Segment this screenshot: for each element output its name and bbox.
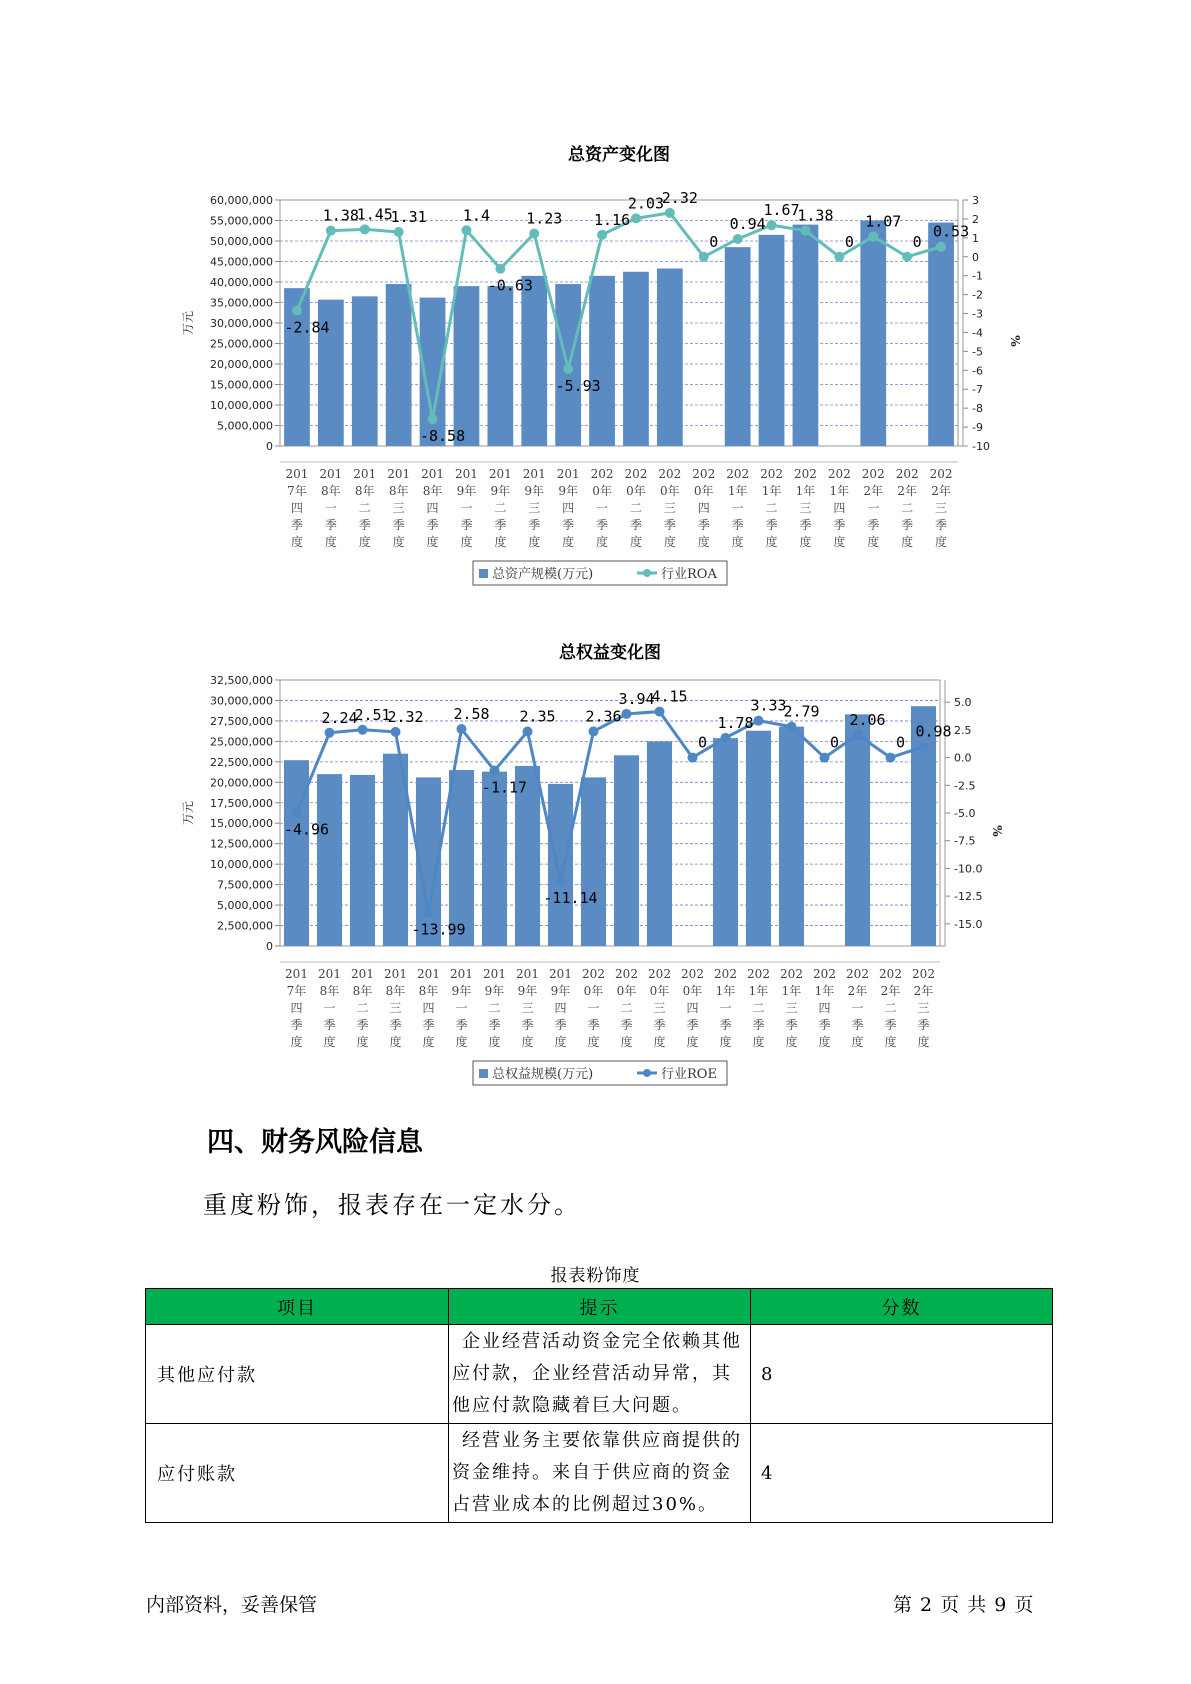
data-label: 1.07	[865, 212, 902, 231]
summary-text: 重度粉饰，报表存在一定水分。	[203, 1191, 581, 1219]
legend-line-label: 行业ROE	[661, 1067, 717, 1082]
data-point	[424, 908, 434, 918]
category-label: 202 0年三季度	[658, 467, 682, 549]
data-point	[589, 726, 599, 736]
data-point	[292, 808, 302, 818]
category-label: 202 1年四季度	[827, 467, 851, 549]
category-label: 201 8年二季度	[353, 467, 377, 549]
y2-tick-label: -5.0	[954, 807, 976, 820]
bar	[449, 770, 474, 946]
data-point	[886, 753, 896, 763]
category-label: 201 9年三季度	[516, 967, 539, 1049]
row-item: 应付账款	[146, 1424, 449, 1523]
category-label: 202 2年一季度	[846, 967, 869, 1049]
bar	[746, 731, 771, 946]
category-label: 201 8年四季度	[417, 967, 440, 1049]
category-label: 202 0年四季度	[692, 467, 716, 549]
y2-tick-label: 2	[972, 212, 979, 226]
data-label: 3.94	[618, 689, 655, 708]
data-point	[394, 227, 404, 237]
data-point	[853, 730, 863, 740]
data-label: 0	[709, 232, 719, 251]
window-dressing-table	[145, 1288, 1053, 1523]
bar	[623, 272, 649, 446]
row-score: 4	[751, 1424, 1053, 1523]
data-label: 1.38	[797, 206, 834, 225]
y-tick-label: 10,000,000	[210, 858, 273, 872]
bar	[317, 774, 342, 946]
data-label: 2.35	[519, 707, 556, 726]
y-tick-label: 32,500,000	[210, 674, 273, 687]
table-caption: 报表粉饰度	[550, 1266, 641, 1286]
data-label: 0.53	[932, 222, 970, 241]
category-label: 202 1年三季度	[793, 467, 817, 549]
data-label: -5.93	[555, 376, 601, 395]
category-label: 201 9年一季度	[450, 967, 473, 1049]
data-label: 2.32	[661, 188, 698, 207]
y2-tick-label: -1	[972, 269, 983, 283]
data-point	[360, 224, 370, 234]
data-label: 0	[697, 733, 708, 752]
y2-tick-label: -2	[972, 288, 983, 302]
data-label: 1.23	[526, 209, 563, 228]
data-point	[292, 306, 302, 316]
y2-tick-label: -5	[972, 345, 983, 359]
category-label: 202 1年一季度	[726, 467, 750, 549]
category-label: 201 9年一季度	[454, 467, 478, 549]
y2-tick-label: -6	[972, 364, 983, 378]
data-point	[665, 208, 675, 218]
category-label: 201 9年二季度	[488, 467, 512, 549]
y2-tick-label: -3	[972, 307, 983, 321]
data-label: 0	[829, 733, 840, 752]
category-label: 201 8年四季度	[421, 467, 445, 549]
data-point	[391, 727, 401, 737]
y2-tick-label: -9	[972, 421, 983, 435]
data-point	[495, 264, 505, 274]
y-tick-label: 27,500,000	[210, 714, 273, 728]
data-label: 2.06	[849, 710, 886, 729]
data-label: -2.84	[284, 318, 330, 337]
bar	[657, 268, 683, 446]
data-label: 0.94	[729, 214, 766, 233]
legend-bar-swatch	[479, 569, 488, 578]
category-label: 202 0年三季度	[648, 967, 671, 1049]
data-label: 1.4	[462, 206, 490, 225]
category-label: 202 2年二季度	[879, 967, 902, 1049]
data-label: -13.99	[411, 920, 466, 939]
category-label: 201 9年二季度	[483, 967, 506, 1049]
legend-bar-swatch	[479, 1069, 488, 1078]
data-point	[556, 876, 566, 886]
legend-bar-label: 总权益规模(万元)	[492, 1067, 594, 1082]
bar	[845, 714, 870, 946]
data-label: 1.31	[390, 207, 427, 226]
category-label: 201 8年一季度	[319, 467, 343, 549]
data-point	[428, 414, 438, 424]
table-header-row	[146, 1289, 1053, 1325]
y2-tick-label: 0.0	[954, 751, 972, 765]
y-tick-label: 50,000,000	[210, 235, 273, 248]
bar	[548, 784, 573, 946]
data-point	[461, 225, 471, 235]
data-label: 1.16	[593, 210, 631, 229]
data-point	[688, 753, 698, 763]
y2-tick-label: 2.5	[954, 723, 972, 737]
data-label: 2.32	[387, 707, 424, 726]
data-point	[622, 709, 632, 719]
y-tick-label: 15,000,000	[210, 378, 273, 392]
bar	[352, 296, 378, 446]
header-hint: 提示	[449, 1289, 751, 1325]
data-label: -1.17	[481, 778, 528, 797]
data-point	[631, 213, 641, 223]
category-label: 202 1年四季度	[813, 967, 836, 1049]
data-label: 1.78	[717, 713, 754, 732]
data-point	[834, 252, 844, 262]
bar	[725, 247, 751, 446]
row-item: 其他应付款	[146, 1325, 449, 1424]
category-label: 201 7年四季度	[285, 967, 308, 1049]
data-point	[597, 230, 607, 240]
y-tick-label: 20,000,000	[210, 358, 273, 371]
category-label: 202 2年二季度	[895, 467, 919, 549]
y-tick-label: 22,500,000	[210, 755, 273, 769]
legend-line-label: 行业ROA	[661, 567, 717, 582]
data-label: 2.36	[585, 707, 622, 726]
data-label: 2.51	[354, 705, 391, 724]
category-label: 201 7年四季度	[285, 467, 309, 549]
row-score: 8	[751, 1325, 1053, 1424]
bar	[521, 276, 547, 446]
y-tick-label: 5,000,000	[217, 899, 273, 913]
bar	[350, 775, 375, 946]
category-label: 202 0年二季度	[615, 967, 638, 1049]
y-tick-label: 0	[266, 940, 273, 953]
bar	[454, 286, 480, 446]
y-tick-label: 40,000,000	[210, 276, 273, 289]
legend-bar-label: 总资产规模(万元)	[492, 567, 594, 582]
y-axis-label: 万元	[181, 310, 195, 336]
y2-tick-label: 3	[972, 194, 979, 207]
chart-title: 总资产变化图	[568, 145, 670, 165]
header-score: 分数	[751, 1289, 1053, 1325]
category-label: 202 1年三季度	[780, 967, 803, 1049]
y-tick-label: 7,500,000	[217, 878, 273, 892]
data-label: 2.24	[321, 708, 358, 727]
y-tick-label: 2,500,000	[217, 919, 273, 933]
bar	[713, 738, 738, 946]
category-label: 201 9年三季度	[522, 467, 546, 549]
data-label: 0	[912, 232, 922, 251]
category-label: 202 0年一季度	[582, 967, 605, 1049]
bar	[647, 741, 672, 946]
data-point	[529, 228, 539, 238]
data-point	[325, 728, 335, 738]
data-label: -0.63	[487, 276, 533, 295]
category-label: 201 8年三季度	[387, 467, 411, 549]
bar	[860, 221, 886, 447]
y-tick-label: 35,000,000	[210, 296, 273, 310]
y-tick-label: 30,000,000	[210, 694, 273, 708]
legend-line-marker	[643, 569, 651, 577]
category-label: 201 9年四季度	[549, 967, 572, 1049]
data-label: -11.14	[543, 889, 598, 908]
data-point	[523, 727, 533, 737]
category-label: 202 2年三季度	[912, 967, 935, 1049]
y-tick-label: 55,000,000	[210, 214, 273, 228]
y2-tick-label: -7.5	[954, 834, 976, 848]
bar	[779, 727, 804, 946]
data-point	[721, 733, 731, 743]
y2-tick-label: -2.5	[954, 779, 976, 793]
data-label: 2.58	[453, 704, 490, 723]
y-tick-label: 20,000,000	[210, 776, 273, 790]
category-label: 202 0年一季度	[590, 467, 614, 549]
y-tick-label: 10,000,000	[210, 399, 273, 412]
y-tick-label: 30,000,000	[210, 317, 273, 330]
data-point	[936, 242, 946, 252]
total-equity-chart-svg	[0, 635, 1191, 1095]
category-label: 202 1年一季度	[714, 967, 737, 1049]
y2-axis-label: %	[1008, 335, 1022, 347]
category-label: 202 2年一季度	[861, 467, 885, 549]
y2-tick-label: -8	[972, 402, 983, 416]
chart-title: 总权益变化图	[559, 643, 661, 663]
bar	[581, 777, 606, 946]
bar	[614, 755, 639, 946]
data-label: -8.58	[419, 427, 466, 446]
data-label: 0	[844, 232, 854, 251]
y-tick-label: 60,000,000	[210, 194, 273, 207]
bar	[487, 286, 513, 446]
y2-tick-label: -10.0	[954, 862, 983, 876]
y2-tick-label: -12.5	[954, 890, 983, 904]
data-point	[902, 252, 912, 262]
data-point	[919, 742, 929, 752]
header-item: 项目	[146, 1289, 449, 1325]
data-point	[754, 716, 764, 726]
category-label: 202 2年三季度	[929, 467, 953, 549]
bar	[793, 225, 819, 446]
category-label: 201 8年二季度	[351, 967, 374, 1049]
data-label: 2.03	[627, 194, 665, 213]
bar	[589, 276, 615, 446]
data-label: 4.15	[651, 687, 688, 706]
y2-tick-label: -15.0	[954, 917, 983, 931]
y2-tick-label: 0	[972, 250, 979, 264]
category-label: 202 1年二季度	[760, 467, 784, 549]
data-label: 2.79	[783, 702, 820, 721]
data-label: 1.45	[356, 205, 393, 224]
data-point	[868, 232, 878, 242]
y-tick-label: 25,000,000	[210, 735, 273, 749]
data-point	[457, 724, 467, 734]
category-label: 201 8年三季度	[384, 967, 407, 1049]
row-hint: 企业经营活动资金完全依赖其他应付款，企业经营活动异常，其他应付款隐藏着巨大问题。	[449, 1325, 751, 1424]
y-tick-label: 25,000,000	[210, 337, 273, 351]
y2-tick-label: -4	[972, 326, 983, 340]
y2-tick-label: -7	[972, 383, 983, 397]
data-label: 1.67	[763, 201, 800, 220]
y2-tick-label: 1	[972, 231, 979, 245]
data-label: 0	[895, 733, 906, 752]
table-row	[146, 1424, 1053, 1523]
y-tick-label: 17,500,000	[210, 796, 273, 810]
data-point	[820, 753, 830, 763]
category-label: 202 1年二季度	[747, 967, 770, 1049]
y2-tick-label: 5.0	[954, 696, 972, 710]
data-point	[800, 226, 810, 236]
y2-tick-label: -10	[972, 440, 990, 453]
bar	[386, 284, 412, 446]
data-point	[767, 220, 777, 230]
data-label: -4.96	[283, 820, 330, 839]
row-hint: 经营业务主要依靠供应商提供的资金维持。来自于供应商的资金占营业成本的比例超过30%。	[449, 1424, 751, 1523]
bar	[759, 235, 785, 446]
total-assets-chart	[0, 135, 1191, 595]
data-point	[699, 252, 709, 262]
data-label: 3.33	[750, 696, 787, 715]
footer-page-number: 第 2 页 共 9 页	[893, 1594, 1035, 1616]
category-label: 202 0年四季度	[681, 967, 704, 1049]
data-point	[733, 234, 743, 244]
bar	[928, 223, 954, 446]
data-label: 1.38	[322, 206, 359, 225]
category-label: 202 0年二季度	[624, 467, 648, 549]
category-label: 201 8年一季度	[318, 967, 341, 1049]
data-label: 0.98	[915, 722, 952, 741]
legend-line-marker	[643, 1069, 651, 1077]
data-point	[358, 725, 368, 735]
y-tick-label: 0	[266, 440, 273, 453]
y-tick-label: 45,000,000	[210, 255, 273, 269]
y-tick-label: 15,000,000	[210, 817, 273, 831]
y-tick-label: 12,500,000	[210, 837, 273, 851]
data-point	[655, 707, 665, 717]
y-axis-label: 万元	[181, 800, 195, 826]
total-assets-chart-svg	[0, 135, 1191, 595]
bar	[482, 772, 507, 946]
y2-axis-label: %	[990, 825, 1004, 837]
total-equity-chart	[0, 635, 1191, 1095]
footer-confidential: 内部资料，妥善保管	[146, 1594, 318, 1616]
data-point	[787, 722, 797, 732]
data-point	[326, 226, 336, 236]
table-row	[146, 1325, 1053, 1424]
category-label: 201 9年四季度	[556, 467, 580, 549]
section-title: 四、财务风险信息	[207, 1127, 423, 1158]
y-tick-label: 5,000,000	[217, 419, 273, 433]
data-point	[490, 766, 500, 776]
data-point	[563, 364, 573, 374]
